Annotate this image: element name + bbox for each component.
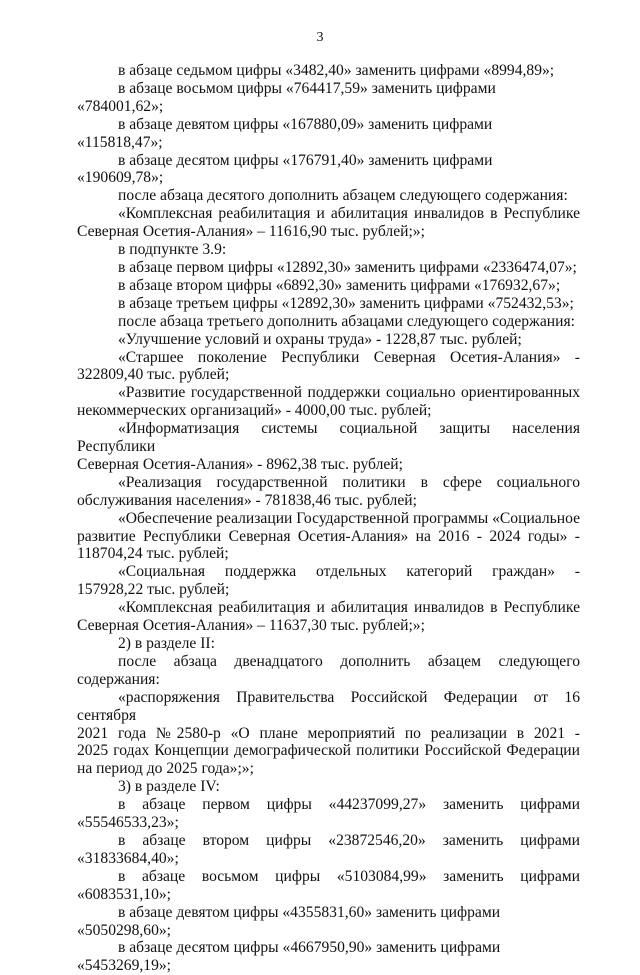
document-line: в абзаце восьмом цифры «764417,59» заменить цифрами «784001,62»;: [77, 79, 496, 115]
document-line: «Старшее поколение Республики Северная Осетия-Алания» -: [118, 348, 580, 366]
document-line: 2) в разделе II:: [118, 635, 215, 652]
document-line: 3) в разделе IV:: [118, 778, 220, 796]
document-line: содержания:: [77, 670, 160, 688]
document-line: некоммерческих организаций» - 4000,00 тыс. рублей;: [77, 402, 432, 420]
document-line: в абзаце восьмом цифры «5103084,99» заменить цифрами: [118, 867, 580, 885]
document-line: Северная Осетия-Алания» – 11637,30 тыс. рублей;»;: [77, 617, 425, 635]
document-line: «Комплексная реабилитация и абилитация инвалидов в Республике: [118, 205, 580, 223]
document-line: «распоряжения Правительства Российской Федерации от 16 сентября: [77, 688, 580, 724]
document-line: в абзаце десятом цифры «176791,40» заменить цифрами «190609,78»;: [77, 151, 493, 187]
document-line: Северная Осетия-Алания» – 11616,90 тыс. рублей;»;: [77, 223, 425, 241]
document-line: 2021 года №2580-р «О плане мероприятий по реализации в 2021 -: [77, 724, 580, 742]
document-line: на период до 2025 года»;»;: [77, 760, 254, 778]
document-line: в абзаце девятом цифры «4355831,60» заменить цифрами «5050298,60»;: [77, 903, 501, 939]
document-line: в абзаце втором цифры «6892,30» заменить цифрами «176932,67»;: [118, 276, 561, 294]
document-line: «Реализация государственной политики в сфере социального: [118, 473, 580, 491]
document-line: в абзаце седьмом цифры «3482,40» заменить цифрами «8994,89»;: [118, 62, 555, 79]
document-line: 2025 годах Концепции демографической политики Российской Федерации: [77, 742, 580, 760]
document-line: в абзаце десятом цифры «4667950,90» заменить цифрами «5453269,19»;: [77, 939, 501, 975]
document-line: обслуживания населения» - 781838,46 тыс. рублей;: [77, 491, 417, 509]
document-line: «31833684,40»;: [77, 849, 179, 867]
document-line: «6083531,10»;: [77, 885, 171, 903]
document-line: в абзаце девятом цифры «167880,09» заменить цифрами «115818,47»;: [77, 115, 493, 151]
document-line: 118704,24 тыс. рублей;: [77, 545, 229, 563]
document-line: после абзаца двенадцатого дополнить абзацем следующего: [118, 652, 580, 670]
document-line: «Улучшение условий и охраны труда» - 1228,87 тыс. рублей;: [118, 330, 522, 348]
document-line: Северная Осетия-Алания» - 8962,38 тыс. рублей;: [77, 455, 403, 473]
document-line: в абзаце первом цифры «44237099,27» заменить цифрами: [118, 796, 580, 814]
document-line: «Информатизация системы социальной защиты населения Республики: [77, 420, 580, 456]
document-line: в абзаце первом цифры «12892,30» заменить цифрами «2336474,07»;: [118, 258, 577, 276]
document-line: «Развитие государственной поддержки социально ориентированных: [118, 384, 580, 402]
document-line: «Обеспечение реализации Государственной программы «Социальное: [118, 509, 581, 527]
document-line: «55546533,23»;: [77, 814, 179, 832]
document-line: развитие Республики Северная Осетия-Алания» на 2016 - 2024 годы» -: [77, 527, 580, 545]
page-number: 3: [316, 30, 324, 45]
document-line: «Социальная поддержка отдельных категорий граждан» -: [118, 563, 580, 581]
document-line: после абзаца десятого дополнить абзацем следующего содержания:: [118, 187, 568, 205]
document-line: «Комплексная реабилитация и абилитация инвалидов в Республике: [118, 599, 580, 617]
document-line: в абзаце третьем цифры «12892,30» заменить цифрами «752432,53»;: [118, 294, 574, 312]
document-line: после абзаца третьего дополнить абзацами следующего содержания:: [118, 312, 575, 330]
document-line: 157928,22 тыс. рублей;: [77, 581, 230, 599]
document-body: [77, 62, 580, 975]
document-line: в подпункте 3.9:: [118, 241, 227, 259]
document-line: 322809,40 тыс. рублей;: [77, 366, 230, 384]
document-line: в абзаце втором цифры «23872546,20» заменить цифрами: [118, 831, 580, 849]
